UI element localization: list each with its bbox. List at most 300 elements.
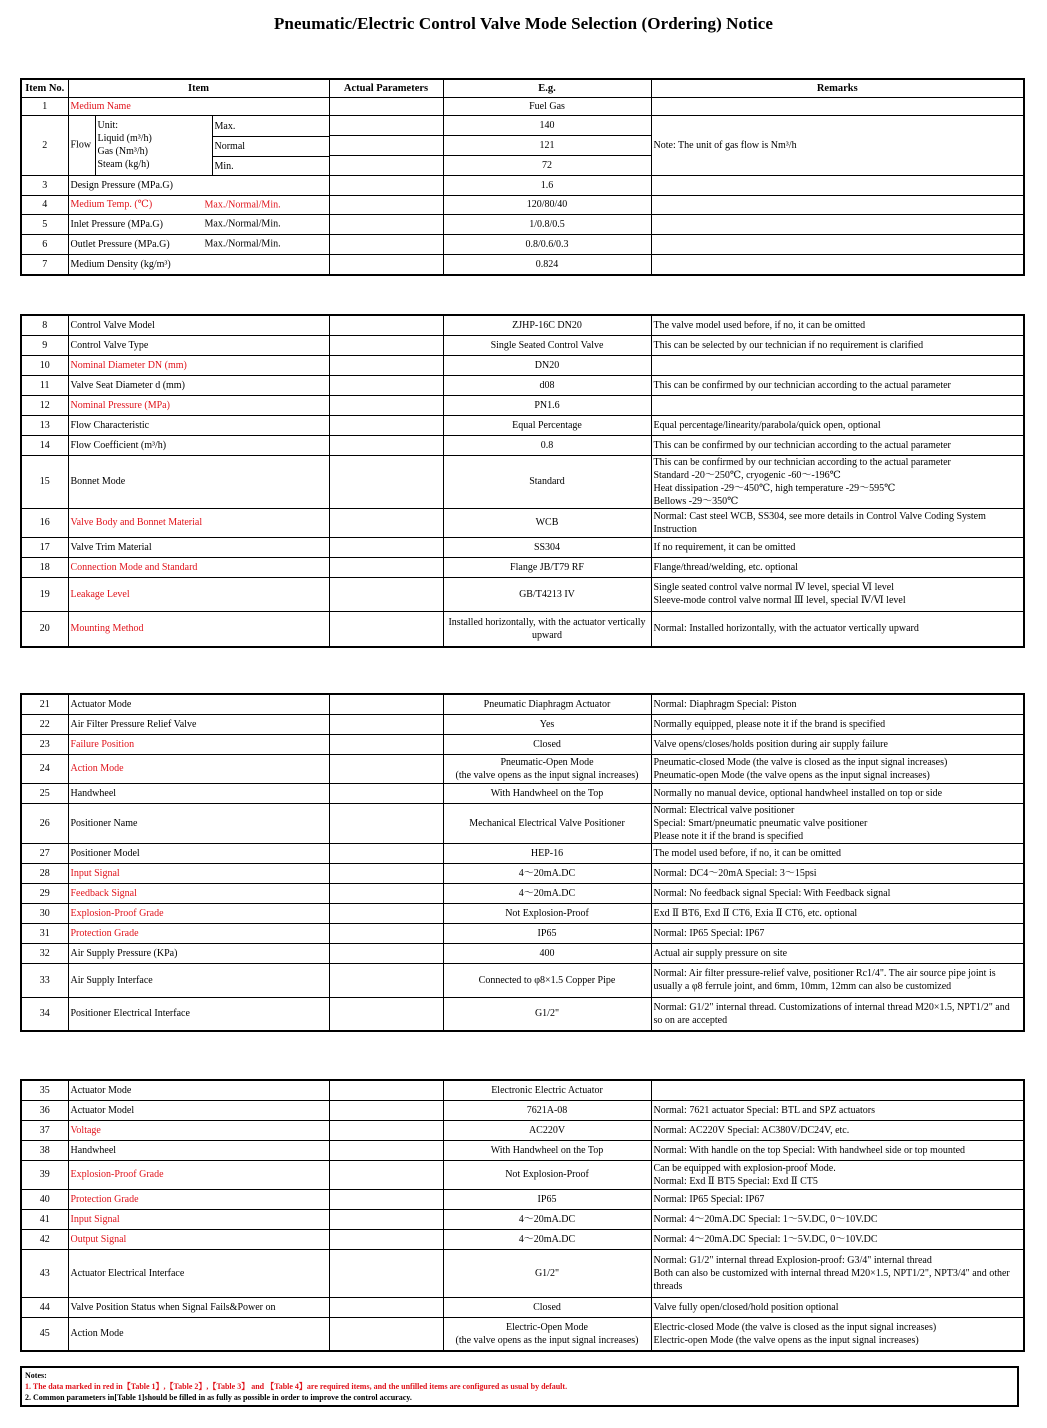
table-row xyxy=(21,214,1024,234)
item-label: Air Supply Interface xyxy=(70,974,153,986)
item-name xyxy=(68,175,329,195)
actual-parameter-cell[interactable] xyxy=(329,1209,443,1229)
remark xyxy=(651,254,1024,275)
item-number: 42 xyxy=(21,1229,68,1249)
example-value: HEP-16 xyxy=(443,843,651,863)
remark: Normal: IP65 Special: IP67 xyxy=(651,1189,1024,1209)
item-number: 38 xyxy=(21,1140,68,1160)
actual-parameter-cell[interactable] xyxy=(329,1120,443,1140)
actual-parameter-cell[interactable] xyxy=(329,395,443,415)
notes-box xyxy=(20,1366,1019,1407)
header-remarks: Remarks xyxy=(651,79,1024,97)
item-name xyxy=(68,963,329,997)
example-value: G1/2" xyxy=(443,1249,651,1297)
example-value: Not Explosion-Proof xyxy=(443,1160,651,1189)
example-value: G1/2" xyxy=(443,997,651,1031)
actual-parameter-cell[interactable] xyxy=(329,557,443,577)
flow-range-label: Min. xyxy=(214,160,234,172)
item-name xyxy=(68,395,329,415)
actual-parameter-cell[interactable] xyxy=(329,355,443,375)
example-value: d08 xyxy=(443,375,651,395)
actual-parameter-cell[interactable] xyxy=(329,254,443,275)
table-row xyxy=(21,395,1024,415)
table-row xyxy=(21,863,1024,883)
remark: The valve model used before, if no, it can be omitted xyxy=(651,315,1024,335)
item-number: 25 xyxy=(21,783,68,803)
item-name xyxy=(68,1229,329,1249)
item-label: Explosion-Proof Grade xyxy=(70,1169,164,1180)
item-label: Medium Density (kg/m³) xyxy=(70,258,171,270)
flow-divider xyxy=(212,116,213,175)
remark: Normal: AC220V Special: AC380V/DC24V, etc. xyxy=(651,1120,1024,1140)
item-label: Air Supply Pressure (KPa) xyxy=(70,947,178,959)
item-name xyxy=(68,415,329,435)
remark: Pneumatic-closed Mode (the valve is closed as the input signal increases) Pneumatic-open Mode (the valve opens as the input signal increases) xyxy=(651,754,1024,783)
item-number: 28 xyxy=(21,863,68,883)
item-name xyxy=(68,1160,329,1189)
example-value: IP65 xyxy=(443,923,651,943)
item-number: 15 xyxy=(21,455,68,508)
actual-parameter-cell[interactable] xyxy=(329,335,443,355)
table-row xyxy=(21,923,1024,943)
item-name xyxy=(68,843,329,863)
actual-parameter-cell[interactable] xyxy=(329,943,443,963)
item-label: Feedback Signal xyxy=(70,887,137,899)
remark: Normal: Installed horizontally, with the actuator vertically upward xyxy=(651,611,1024,647)
item-name xyxy=(68,783,329,803)
example-value: 121 xyxy=(443,135,651,155)
actual-parameter-cell[interactable] xyxy=(329,783,443,803)
example-value: 4～20mA.DC xyxy=(443,863,651,883)
remark: Normal: G1/2" internal thread. Customizations of internal thread M20×1.5, NPT1/2" and so on are accepted xyxy=(651,997,1024,1031)
item-label: Medium Name xyxy=(70,100,131,112)
table-row xyxy=(21,1140,1024,1160)
actual-parameter-cell[interactable] xyxy=(329,375,443,395)
actual-parameter-cell[interactable] xyxy=(329,155,443,175)
actual-parameter-cell[interactable] xyxy=(329,1160,443,1189)
example-value: 0.8 xyxy=(443,435,651,455)
item-label: Valve Seat Diameter d (mm) xyxy=(70,379,185,391)
actual-parameter-cell[interactable] xyxy=(329,195,443,214)
item-label: Explosion-Proof Grade xyxy=(70,907,164,919)
item-number: 12 xyxy=(21,395,68,415)
example-value: ZJHP-16C DN20 xyxy=(443,315,651,335)
remark: Normal: Air filter pressure-relief valve, positioner Rc1/4". The air source pipe joint is usually a φ8 ferrule joint, and 6mm, 10mm, 12mm can also be customized xyxy=(651,963,1024,997)
remark: Normal: Cast steel WCB, SS304, see more details in Control Valve Coding System Instruction xyxy=(651,508,1024,537)
item-name xyxy=(68,435,329,455)
actual-parameter-cell[interactable] xyxy=(329,803,443,843)
actual-parameter-cell[interactable] xyxy=(329,234,443,254)
item-label: Handwheel xyxy=(70,1144,117,1156)
remark: Electric-closed Mode (the valve is closed as the input signal increases) Electric-open Mode (the valve opens as the input signal increases) xyxy=(651,1317,1024,1351)
item-label: Flow Coefficient (m³/h) xyxy=(70,439,167,451)
table-row xyxy=(21,843,1024,863)
example-value: DN20 xyxy=(443,355,651,375)
remark: This can be confirmed by our technician according to the actual parameter xyxy=(651,375,1024,395)
flow-item xyxy=(68,115,329,175)
item-number: 34 xyxy=(21,997,68,1031)
item-label: Nominal Diameter DN (mm) xyxy=(70,359,187,371)
table-row xyxy=(21,714,1024,734)
item-number: 3 xyxy=(21,175,68,195)
example-value: 0.8/0.6/0.3 xyxy=(443,234,651,254)
item-name xyxy=(68,97,329,115)
example-value: 4～20mA.DC xyxy=(443,883,651,903)
item-name xyxy=(68,883,329,903)
example-value: 0.824 xyxy=(443,254,651,275)
example-value: Standard xyxy=(443,455,651,508)
item-number: 6 xyxy=(21,234,68,254)
example-value: IP65 xyxy=(443,1189,651,1209)
remark: Single seated control valve normal Ⅳ level, special Ⅵ level Sleeve-mode control valve normal Ⅲ level, special Ⅳ/Ⅵ level xyxy=(651,577,1024,611)
item-number: 19 xyxy=(21,577,68,611)
remark: If no requirement, it can be omitted xyxy=(651,537,1024,557)
actual-parameter-cell[interactable] xyxy=(329,611,443,647)
item-label: Inlet Pressure (MPa.G) xyxy=(70,218,163,230)
item-number: 16 xyxy=(21,508,68,537)
page-title: Pneumatic/Electric Control Valve Mode Selection (Ordering) Notice xyxy=(273,14,774,33)
item-label: Protection Grade xyxy=(70,1193,139,1205)
item-number: 43 xyxy=(21,1249,68,1297)
actual-parameter-cell[interactable] xyxy=(329,135,443,155)
table-row xyxy=(21,1249,1024,1297)
actual-parameter-cell[interactable] xyxy=(329,694,443,714)
item-name xyxy=(68,455,329,508)
actual-parameter-cell[interactable] xyxy=(329,1140,443,1160)
table-row xyxy=(21,1297,1024,1317)
example-value: Not Explosion-Proof xyxy=(443,903,651,923)
item-label: Action Mode xyxy=(70,763,124,774)
item-label: Flow Characteristic xyxy=(70,419,150,431)
example-value: 120/80/40 xyxy=(443,195,651,214)
remark xyxy=(651,214,1024,234)
item-name xyxy=(68,754,329,783)
example-value: 400 xyxy=(443,943,651,963)
remark xyxy=(651,355,1024,375)
actual-parameter-cell[interactable] xyxy=(329,754,443,783)
table-valve-body xyxy=(20,314,1025,648)
item-label: Actuator Model xyxy=(70,1104,135,1116)
actual-parameter-cell[interactable] xyxy=(329,923,443,943)
item-number: 29 xyxy=(21,883,68,903)
remark xyxy=(651,1080,1024,1100)
item-label: Air Filter Pressure Relief Valve xyxy=(70,718,197,730)
actual-parameter-cell[interactable] xyxy=(329,843,443,863)
actual-parameter-cell[interactable] xyxy=(329,577,443,611)
example-value: 140 xyxy=(443,115,651,135)
table-row xyxy=(21,883,1024,903)
table-row xyxy=(21,577,1024,611)
remark: Can be equipped with explosion-proof Mode. Normal: Exd Ⅱ BT5 Special: Exd Ⅱ CT5 xyxy=(651,1160,1024,1189)
actual-parameter-cell[interactable] xyxy=(329,415,443,435)
item-name xyxy=(68,1189,329,1209)
actual-parameter-cell[interactable] xyxy=(329,863,443,883)
table-row xyxy=(21,1100,1024,1120)
actual-parameter-cell[interactable] xyxy=(329,1100,443,1120)
item-label: Valve Body and Bonnet Material xyxy=(70,517,203,528)
item-name xyxy=(68,335,329,355)
table-medium-parameters xyxy=(20,78,1025,276)
item-number: 10 xyxy=(21,355,68,375)
table-row xyxy=(21,537,1024,557)
table-row xyxy=(21,254,1024,275)
item-label: Output Signal xyxy=(70,1233,127,1245)
item-number: 26 xyxy=(21,803,68,843)
item-label: Leakage Level xyxy=(70,588,130,600)
item-name xyxy=(68,508,329,537)
item-range-label: Max./Normal/Min. xyxy=(204,218,281,230)
item-number: 17 xyxy=(21,537,68,557)
item-number: 45 xyxy=(21,1317,68,1351)
remark: Normal: 4～20mA.DC Special: 1～5V.DC, 0～10V.DC xyxy=(651,1209,1024,1229)
remark: Normal: Electrical valve positioner Special: Smart/pneumatic pneumatic valve positioner Please note it if the brand is specified xyxy=(651,803,1024,843)
item-number: 27 xyxy=(21,843,68,863)
table-row xyxy=(21,455,1024,508)
actual-parameter-cell[interactable] xyxy=(329,214,443,234)
flow-range-label: Normal xyxy=(214,140,246,152)
example-value: AC220V xyxy=(443,1120,651,1140)
example-value: 4～20mA.DC xyxy=(443,1229,651,1249)
example-value: WCB xyxy=(443,508,651,537)
item-range-label: Max./Normal/Min. xyxy=(204,238,281,250)
remark: Normal: Diaphragm Special: Piston xyxy=(651,694,1024,714)
item-name xyxy=(68,254,329,275)
item-number: 14 xyxy=(21,435,68,455)
table-row xyxy=(21,355,1024,375)
item-number: 39 xyxy=(21,1160,68,1189)
actual-parameter-cell[interactable] xyxy=(329,115,443,135)
remark: Valve fully open/closed/hold position optional xyxy=(651,1297,1024,1317)
example-value: With Handwheel on the Top xyxy=(443,783,651,803)
example-value: Connected to φ8×1.5 Copper Pipe xyxy=(443,963,651,997)
item-name xyxy=(68,611,329,647)
remark xyxy=(651,195,1024,214)
item-number: 18 xyxy=(21,557,68,577)
table-row xyxy=(21,903,1024,923)
remark: Normal: With handle on the top Special: With handwheel side or top mounted xyxy=(651,1140,1024,1160)
note-common-parameters: 2. Common parameters in[Table 1]should be filled in as fully as possible in order to improve the control accuracy. xyxy=(25,1393,412,1402)
item-label: Positioner Name xyxy=(70,817,138,829)
example-value: Single Seated Control Valve xyxy=(443,335,651,355)
remark: Normally equipped, please note it if the brand is specified xyxy=(651,714,1024,734)
table-pneumatic-actuator xyxy=(20,693,1025,1032)
item-label: Actuator Mode xyxy=(70,698,132,710)
remark xyxy=(651,97,1024,115)
item-name xyxy=(68,1080,329,1100)
actual-parameter-cell[interactable] xyxy=(329,1317,443,1351)
actual-parameter-cell[interactable] xyxy=(329,1249,443,1297)
remark: This can be confirmed by our technician according to the actual parameter Standard -20～250℃, cryogenic -60～-196℃ Heat dissipation -29～450℃, high temperature -29～595℃ Bellows -29～350℃ xyxy=(651,455,1024,508)
table-row xyxy=(21,754,1024,783)
item-name xyxy=(68,1100,329,1120)
table-row xyxy=(21,435,1024,455)
remark: Actual air supply pressure on site xyxy=(651,943,1024,963)
item-number: 33 xyxy=(21,963,68,997)
item-label: Nominal Pressure (MPa) xyxy=(70,399,170,411)
example-value: 72 xyxy=(443,155,651,175)
example-value: 1.6 xyxy=(443,175,651,195)
actual-parameter-cell[interactable] xyxy=(329,97,443,115)
remark: This can be selected by our technician if no requirement is clarified xyxy=(651,335,1024,355)
example-value: Electronic Electric Actuator xyxy=(443,1080,651,1100)
table-row xyxy=(21,1189,1024,1209)
table-row xyxy=(21,97,1024,115)
item-number: 2 xyxy=(21,115,68,175)
actual-parameter-cell[interactable] xyxy=(329,537,443,557)
example-value: Closed xyxy=(443,1297,651,1317)
item-number: 32 xyxy=(21,943,68,963)
item-number: 21 xyxy=(21,694,68,714)
actual-parameter-cell[interactable] xyxy=(329,315,443,335)
table-row xyxy=(21,1120,1024,1140)
example-value: Equal Percentage xyxy=(443,415,651,435)
flow-row-divider xyxy=(212,136,329,137)
header-example: E.g. xyxy=(443,79,651,97)
remark: The model used before, if no, it can be omitted xyxy=(651,843,1024,863)
table-row xyxy=(21,115,1024,135)
remark xyxy=(651,395,1024,415)
item-number: 41 xyxy=(21,1209,68,1229)
item-name xyxy=(68,803,329,843)
example-value: Pneumatic Diaphragm Actuator xyxy=(443,694,651,714)
remark: Flange/thread/welding, etc. optional xyxy=(651,557,1024,577)
flow-divider xyxy=(95,116,96,175)
flow-units: Unit: Liquid (m³/h) Gas (Nm³/h) Steam (kg/h) xyxy=(97,120,152,170)
item-name xyxy=(68,1209,329,1229)
remark: Valve opens/closes/holds position during air supply failure xyxy=(651,734,1024,754)
actual-parameter-cell[interactable] xyxy=(329,435,443,455)
item-number: 31 xyxy=(21,923,68,943)
item-label: Control Valve Type xyxy=(70,339,149,351)
table-row xyxy=(21,963,1024,997)
item-label: Valve Trim Material xyxy=(70,541,152,553)
example-value: SS304 xyxy=(443,537,651,557)
actual-parameter-cell[interactable] xyxy=(329,997,443,1031)
table-row xyxy=(21,415,1024,435)
remark: Normal: G1/2" internal thread Explosion-proof: G3/4" internal thread Both can also be customized with internal thread M20×1.5, NPT1/2", NPT3/4" and other threads xyxy=(651,1249,1024,1297)
item-number: 44 xyxy=(21,1297,68,1317)
item-number: 5 xyxy=(21,214,68,234)
actual-parameter-cell[interactable] xyxy=(329,714,443,734)
item-name xyxy=(68,694,329,714)
item-name xyxy=(68,1249,329,1297)
item-number: 9 xyxy=(21,335,68,355)
actual-parameter-cell[interactable] xyxy=(329,175,443,195)
example-value: Flange JB/T79 RF xyxy=(443,557,651,577)
item-name xyxy=(68,1297,329,1317)
table-row xyxy=(21,943,1024,963)
item-name xyxy=(68,214,329,234)
item-number: 1 xyxy=(21,97,68,115)
table-row xyxy=(21,175,1024,195)
example-value: Fuel Gas xyxy=(443,97,651,115)
item-name xyxy=(68,234,329,254)
example-value: PN1.6 xyxy=(443,395,651,415)
item-number: 7 xyxy=(21,254,68,275)
actual-parameter-cell[interactable] xyxy=(329,508,443,537)
actual-parameter-cell[interactable] xyxy=(329,1080,443,1100)
item-label: Protection Grade xyxy=(70,927,139,939)
table-row xyxy=(21,508,1024,537)
example-value: Electric-Open Mode (the valve opens as the input signal increases) xyxy=(443,1317,651,1351)
actual-parameter-cell[interactable] xyxy=(329,963,443,997)
remark xyxy=(651,234,1024,254)
item-label: Actuator Mode xyxy=(70,1084,132,1096)
example-value: 7621A-08 xyxy=(443,1100,651,1120)
remark: Normal: No feedback signal Special: With Feedback signal xyxy=(651,883,1024,903)
item-name xyxy=(68,1317,329,1351)
item-label: Outlet Pressure (MPa.G) xyxy=(70,238,170,250)
remark: This can be confirmed by our technician according to the actual parameter xyxy=(651,435,1024,455)
example-value: Pneumatic-Open Mode (the valve opens as the input signal increases) xyxy=(443,754,651,783)
item-label: Actuator Electrical Interface xyxy=(70,1267,185,1279)
item-label: Failure Position xyxy=(70,738,135,750)
note-required-items: 1. The data marked in red in【Table 1】,【Table 2】,【Table 3】 and 【Table 4】are required items, and the unfilled items are configured as usual by default. xyxy=(25,1382,568,1391)
item-number: 24 xyxy=(21,754,68,783)
table-row xyxy=(21,1080,1024,1100)
example-value: Installed horizontally, with the actuator vertically upward xyxy=(443,611,651,647)
table-row xyxy=(21,734,1024,754)
item-label: Design Pressure (MPa.G) xyxy=(70,179,173,191)
item-name xyxy=(68,903,329,923)
remark: Equal percentage/linearity/parabola/quick open, optional xyxy=(651,415,1024,435)
item-label: Positioner Electrical Interface xyxy=(70,1008,190,1020)
item-name xyxy=(68,355,329,375)
item-label: Voltage xyxy=(70,1124,101,1136)
item-number: 11 xyxy=(21,375,68,395)
table-row xyxy=(21,1317,1024,1351)
item-number: 4 xyxy=(21,195,68,214)
actual-parameter-cell[interactable] xyxy=(329,903,443,923)
remark xyxy=(651,175,1024,195)
item-name xyxy=(68,1120,329,1140)
example-value: 4～20mA.DC xyxy=(443,1209,651,1229)
table-row xyxy=(21,1209,1024,1229)
remark: Normally no manual device, optional handwheel installed on top or side xyxy=(651,783,1024,803)
actual-parameter-cell[interactable] xyxy=(329,883,443,903)
item-number: 40 xyxy=(21,1189,68,1209)
example-value: Closed xyxy=(443,734,651,754)
actual-parameter-cell[interactable] xyxy=(329,1297,443,1317)
table-row xyxy=(21,234,1024,254)
item-name xyxy=(68,315,329,335)
item-number: 37 xyxy=(21,1120,68,1140)
table-row xyxy=(21,315,1024,335)
item-label: Action Mode xyxy=(70,1328,124,1340)
table-row xyxy=(21,557,1024,577)
flow-label: Flow xyxy=(70,139,92,151)
item-number: 35 xyxy=(21,1080,68,1100)
actual-parameter-cell[interactable] xyxy=(329,1189,443,1209)
header-item: Item xyxy=(68,79,329,97)
item-name xyxy=(68,997,329,1031)
item-name xyxy=(68,195,329,214)
table-row xyxy=(21,335,1024,355)
example-value: GB/T4213 IV xyxy=(443,577,651,611)
table-electric-actuator xyxy=(20,1079,1025,1352)
flow-range-label: Max. xyxy=(214,120,236,132)
remark: Normal: IP65 Special: IP67 xyxy=(651,923,1024,943)
remark: Normal: DC4～20mA Special: 3～15psi xyxy=(651,863,1024,883)
remark: Normal: 7621 actuator Special: BTL and SPZ actuators xyxy=(651,1100,1024,1120)
actual-parameter-cell[interactable] xyxy=(329,1229,443,1249)
item-label: Bonnet Mode xyxy=(70,476,126,487)
item-label: Positioner Model xyxy=(70,847,140,859)
item-label: Input Signal xyxy=(70,1213,120,1225)
actual-parameter-cell[interactable] xyxy=(329,455,443,508)
actual-parameter-cell[interactable] xyxy=(329,734,443,754)
table-row xyxy=(21,783,1024,803)
